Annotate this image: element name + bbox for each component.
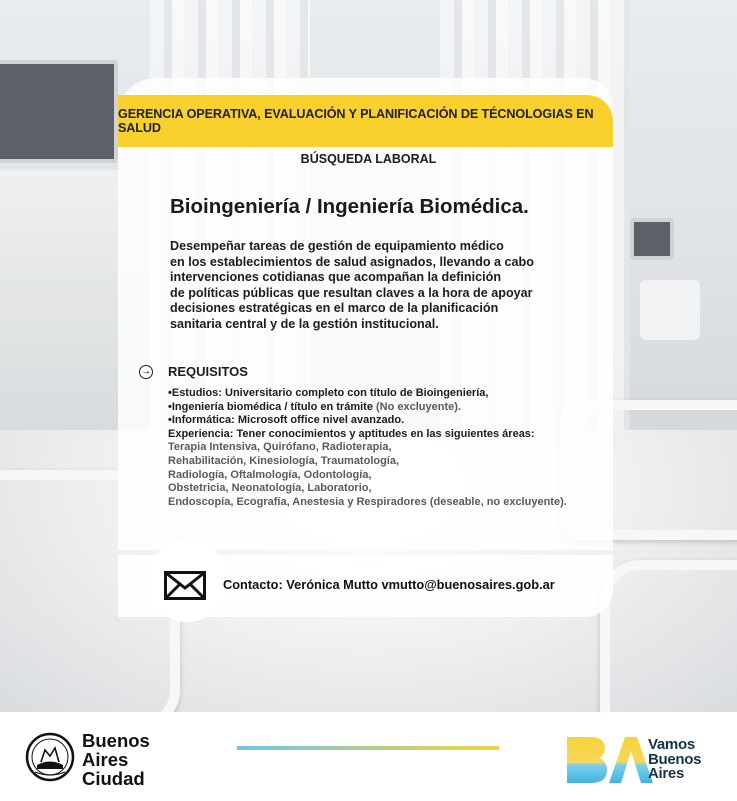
vamos-buenos-aires-text xyxy=(648,738,701,782)
logo-text-line: Aires xyxy=(82,749,129,770)
requirement-text: •Ingeniería biomédica / título en trámite xyxy=(168,400,373,413)
medical-monitor xyxy=(0,60,118,163)
gradient-divider xyxy=(237,746,499,750)
wall-equipment xyxy=(640,280,700,340)
department-title: GERENCIA OPERATIVA, EVALUACIÓN Y PLANIFICACIÓN DE TÉCNOLOGIAS EN SALUD xyxy=(118,107,594,135)
description-line: decisiones estratégicas en el marco de la planificación xyxy=(170,301,499,316)
experience-area: Terapia Intensiva, Quirófano, Radioterapia, xyxy=(168,441,392,454)
medical-monitor xyxy=(630,218,674,260)
job-search-label: BÚSQUEDA LABORAL xyxy=(300,152,437,166)
experience-area: Radiología, Oftalmología, Odontología, xyxy=(168,468,372,481)
experience-area: Obstetricia, Neonatología, Laboratorio, xyxy=(168,482,372,495)
buenos-aires-ciudad-logo xyxy=(82,731,150,788)
wall-equipment xyxy=(0,170,120,430)
job-description xyxy=(170,239,610,333)
logo-text-line: Buenos xyxy=(648,750,702,768)
requirements-list xyxy=(168,387,567,509)
description-line: de políticas públicas que resultan claves a la hora de apoyar xyxy=(170,285,533,300)
requirements-heading: REQUISITOS xyxy=(168,364,248,379)
arrow-right-circle-icon: → xyxy=(141,366,151,377)
requirement-item: Experiencia: Tener conocimientos y aptitudes en las siguientes áreas: xyxy=(168,427,535,440)
department-banner xyxy=(118,95,613,147)
description-line: intervenciones cotidianas que acompañan la definición xyxy=(170,270,502,285)
requirement-note: (No excluyente). xyxy=(376,400,461,413)
bed-rail xyxy=(600,560,737,712)
contact-email[interactable]: Contacto: Verónica Mutto vmutto@buenosaires.gob.ar xyxy=(223,577,555,592)
city-seal-icon xyxy=(25,732,75,782)
experience-area: Rehabilitación, Kinesiología, Traumatología, xyxy=(168,454,400,467)
logo-text-line: Aires xyxy=(648,765,685,782)
requirement-item xyxy=(168,401,567,415)
envelope-icon xyxy=(164,571,206,600)
logo-text-line: Ciudad xyxy=(82,768,145,789)
requirement-item: •Estudios: Universitario completo con título de Bioingeniería, xyxy=(168,387,489,399)
experience-area: Endoscopía, Ecografía, Anestesia y Respiradores (deseable, no excluyente). xyxy=(168,495,567,508)
logo-text-line: Vamos xyxy=(648,736,695,753)
description-line: en los establecimientos de salud asignados, llevando a cabo xyxy=(170,254,534,269)
job-title: Bioingeniería / Ingeniería Biomédica. xyxy=(170,195,529,218)
logo-text-line: Buenos xyxy=(82,730,150,751)
description-line: sanitaria central y de la gestión institucional. xyxy=(170,316,439,331)
requirement-item: •Informática: Microsoft office nivel avanzado. xyxy=(168,414,405,427)
description-line: Desempeñar tareas de gestión de equipamiento médico xyxy=(170,239,504,253)
ba-logo-icon xyxy=(565,733,653,785)
